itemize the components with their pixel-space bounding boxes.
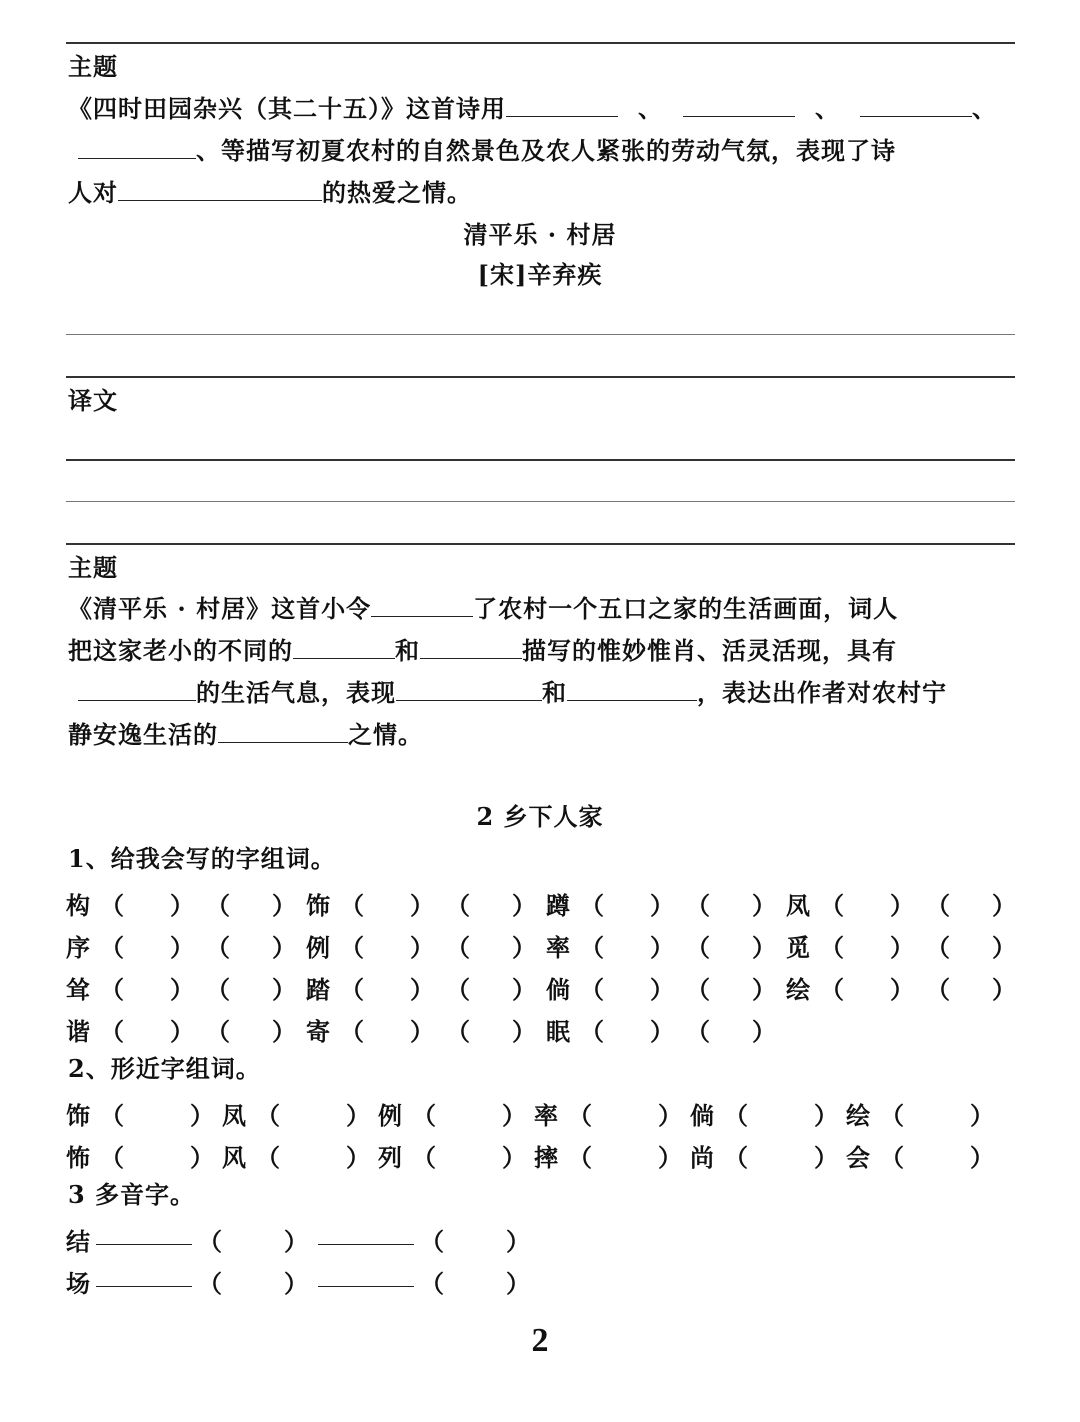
answer-slot[interactable]: ） — [410, 891, 434, 920]
open-paren: （ — [256, 1101, 280, 1130]
open-paren: （ — [412, 1101, 436, 1130]
open-paren: （ — [340, 975, 364, 1004]
open-paren: （ — [580, 933, 604, 962]
q2-char: 列 — [378, 1143, 402, 1172]
answer-slot[interactable]: ） — [512, 891, 536, 920]
open-paren: （ — [686, 891, 710, 920]
open-paren: （ — [686, 1017, 710, 1046]
answer-slot[interactable]: ） — [890, 975, 914, 1004]
open-paren: （ — [100, 1017, 124, 1046]
q1-row — [66, 886, 1016, 920]
answer-slot[interactable]: ） — [410, 975, 434, 1004]
answer-slot[interactable]: ） — [970, 1101, 994, 1130]
open-paren: （ — [686, 975, 710, 1004]
answer-slot[interactable]: ） — [650, 933, 674, 962]
answer-slot[interactable]: ） — [512, 975, 536, 1004]
q1-char: 凤 — [786, 891, 810, 920]
section2-line2 — [68, 636, 897, 666]
section2-line2-a: 把这家老小的不同的 — [68, 636, 293, 665]
section1-line1-text: 《四时田园杂兴（其二十五）》这首诗用 — [68, 94, 506, 123]
open-paren: （ — [446, 975, 470, 1004]
answer-slot[interactable]: ） — [272, 1017, 296, 1046]
open-paren: （ — [340, 891, 364, 920]
answer-slot[interactable]: ） — [992, 975, 1016, 1004]
pinyin-blank[interactable] — [318, 1222, 414, 1245]
top-rule — [66, 42, 1015, 44]
answer-blank[interactable] — [860, 94, 972, 117]
q2-char: 尚 — [690, 1143, 714, 1172]
writing-line[interactable] — [66, 334, 1015, 335]
writing-line[interactable] — [66, 501, 1015, 502]
writing-line[interactable] — [66, 543, 1015, 545]
lesson-title: 2 乡下人家 — [476, 802, 604, 831]
q3-char: 结 — [66, 1227, 90, 1256]
q1-char: 觅 — [786, 933, 810, 962]
q2-char: 风 — [222, 1143, 246, 1172]
q1-char: 饰 — [306, 891, 330, 920]
answer-slot[interactable]: ） — [346, 1143, 370, 1172]
question-2: 2、形近字组词。 — [68, 1054, 261, 1083]
answer-blank[interactable] — [218, 720, 348, 743]
open-paren: （ — [880, 1143, 904, 1172]
answer-slot[interactable]: ） — [170, 891, 194, 920]
section2-line1-b: 了农村一个五口之家的生活画面，词人 — [473, 594, 899, 623]
section1-line2-text: 、等描写初夏农村的自然景色及农人紧张的劳动气氛，表现了诗 — [196, 136, 896, 165]
poem-title: 清平乐 · 村居 — [463, 220, 617, 249]
open-paren: （ — [100, 1143, 124, 1172]
q1-row — [66, 1012, 1016, 1046]
open-paren: （ — [206, 1017, 230, 1046]
answer-slot[interactable]: ） — [890, 891, 914, 920]
writing-line[interactable] — [66, 459, 1015, 461]
q1-char: 率 — [546, 933, 570, 962]
q1-char: 谐 — [66, 1017, 90, 1046]
q1-char: 构 — [66, 891, 90, 920]
section2-heading: 主题 — [68, 553, 118, 582]
answer-blank[interactable] — [683, 94, 795, 117]
open-paren: （ — [198, 1269, 222, 1298]
q1-char: 绘 — [786, 975, 810, 1004]
open-paren: （ — [340, 933, 364, 962]
answer-blank[interactable] — [420, 636, 522, 659]
section1-line1 — [68, 94, 997, 124]
answer-slot[interactable]: ） — [650, 1017, 674, 1046]
open-paren: （ — [206, 975, 230, 1004]
open-paren: （ — [198, 1227, 222, 1256]
answer-slot[interactable]: ） — [190, 1143, 214, 1172]
section2-line1 — [68, 594, 898, 624]
open-paren: （ — [580, 975, 604, 1004]
open-paren: （ — [100, 933, 124, 962]
page-number: 2 — [531, 1322, 549, 1359]
q2-char: 怖 — [66, 1143, 90, 1172]
answer-slot[interactable]: ） — [410, 933, 434, 962]
q2-char: 摔 — [534, 1143, 558, 1172]
answer-slot[interactable]: ） — [992, 891, 1016, 920]
section2-line2-b: 和 — [395, 636, 420, 665]
section2-line3-a: 的生活气息，表现 — [196, 678, 396, 707]
open-paren: （ — [340, 1017, 364, 1046]
separator: 、 — [972, 94, 997, 123]
q3-char: 场 — [66, 1269, 90, 1298]
answer-blank[interactable] — [78, 136, 196, 159]
open-paren: （ — [880, 1101, 904, 1130]
translation-heading: 译文 — [68, 386, 118, 415]
q1-char: 眠 — [546, 1017, 570, 1046]
q2-char: 饰 — [66, 1101, 90, 1130]
section2-line4-a: 静安逸生活的 — [68, 720, 218, 749]
q2-char: 例 — [378, 1101, 402, 1130]
answer-blank[interactable] — [78, 678, 196, 701]
answer-blank[interactable] — [506, 94, 618, 117]
section2-line1-a: 《清平乐 · 村居》这首小令 — [68, 594, 372, 623]
open-paren: （ — [446, 933, 470, 962]
q1-char: 倘 — [546, 975, 570, 1004]
answer-slot[interactable]: ） — [992, 933, 1016, 962]
answer-blank[interactable] — [567, 678, 697, 701]
answer-slot[interactable]: ） — [890, 933, 914, 962]
open-paren: （ — [820, 975, 844, 1004]
pinyin-blank[interactable] — [96, 1264, 192, 1287]
open-paren: （ — [206, 933, 230, 962]
writing-line[interactable] — [66, 376, 1015, 378]
poem-author: [宋]辛弃疾 — [477, 260, 603, 289]
section2-line4-b: 之情。 — [348, 720, 423, 749]
open-paren: （ — [580, 1017, 604, 1046]
open-paren: （ — [446, 1017, 470, 1046]
answer-slot[interactable]: ） — [506, 1269, 530, 1298]
q1-char: 蹲 — [546, 891, 570, 920]
section1-line3-prefix: 人对 — [68, 178, 118, 207]
answer-slot[interactable]: ） — [814, 1101, 838, 1130]
q2-char: 绘 — [846, 1101, 870, 1130]
answer-slot[interactable]: ） — [502, 1101, 526, 1130]
q2-char: 倘 — [690, 1101, 714, 1130]
section1-line3-suffix: 的热爱之情。 — [322, 178, 472, 207]
open-paren: （ — [100, 1101, 124, 1130]
answer-slot[interactable]: ） — [752, 891, 776, 920]
answer-slot[interactable]: ） — [346, 1101, 370, 1130]
q1-char: 序 — [66, 933, 90, 962]
q2-char: 率 — [534, 1101, 558, 1130]
section2-line3-c: ，表达出作者对农村宁 — [697, 678, 947, 707]
open-paren: （ — [686, 933, 710, 962]
q1-row — [66, 970, 1016, 1004]
open-paren: （ — [926, 975, 950, 1004]
answer-slot[interactable]: ） — [410, 1017, 434, 1046]
answer-slot[interactable]: ） — [650, 891, 674, 920]
answer-slot[interactable]: ） — [284, 1269, 308, 1298]
section2-line3-b: 和 — [542, 678, 567, 707]
answer-blank[interactable] — [371, 594, 473, 617]
answer-slot[interactable]: ） — [512, 933, 536, 962]
answer-slot[interactable]: ） — [284, 1227, 308, 1256]
open-paren: （ — [568, 1143, 592, 1172]
answer-slot[interactable]: ） — [752, 1017, 776, 1046]
section2-line4 — [68, 720, 423, 750]
q1-char: 耸 — [66, 975, 90, 1004]
open-paren: （ — [412, 1143, 436, 1172]
pinyin-blank[interactable] — [96, 1222, 192, 1245]
answer-slot[interactable]: ） — [506, 1227, 530, 1256]
section2-line2-c: 描写的惟妙惟肖、活灵活现，具有 — [522, 636, 897, 665]
q2-row — [66, 1138, 1016, 1172]
answer-slot[interactable]: ） — [752, 975, 776, 1004]
open-paren: （ — [256, 1143, 280, 1172]
answer-blank[interactable] — [118, 178, 322, 201]
answer-slot[interactable]: ） — [650, 975, 674, 1004]
open-paren: （ — [724, 1143, 748, 1172]
open-paren: （ — [580, 891, 604, 920]
question-3: 3 多音字。 — [68, 1180, 196, 1209]
answer-slot[interactable]: ） — [272, 975, 296, 1004]
answer-slot[interactable]: ） — [190, 1101, 214, 1130]
pinyin-blank[interactable] — [318, 1264, 414, 1287]
separator: 、 — [638, 94, 663, 123]
answer-blank[interactable] — [293, 636, 395, 659]
answer-slot[interactable]: ） — [170, 975, 194, 1004]
open-paren: （ — [100, 891, 124, 920]
open-paren: （ — [420, 1227, 444, 1256]
answer-slot[interactable]: ） — [752, 933, 776, 962]
open-paren: （ — [446, 891, 470, 920]
section1-line2 — [78, 136, 896, 166]
open-paren: （ — [724, 1101, 748, 1130]
section1-line3 — [68, 178, 472, 208]
open-paren: （ — [820, 933, 844, 962]
answer-slot[interactable]: ） — [970, 1143, 994, 1172]
open-paren: （ — [926, 933, 950, 962]
section2-line3 — [78, 678, 947, 708]
answer-slot[interactable]: ） — [658, 1101, 682, 1130]
q3-row — [66, 1264, 546, 1298]
q2-char: 凤 — [222, 1101, 246, 1130]
q2-char: 会 — [846, 1143, 870, 1172]
answer-slot[interactable]: ） — [512, 1017, 536, 1046]
answer-blank[interactable] — [396, 678, 542, 701]
open-paren: （ — [420, 1269, 444, 1298]
q2-row — [66, 1096, 1016, 1130]
q1-char: 寄 — [306, 1017, 330, 1046]
q1-char: 例 — [306, 933, 330, 962]
open-paren: （ — [820, 891, 844, 920]
answer-slot[interactable]: ） — [658, 1143, 682, 1172]
q3-row — [66, 1222, 546, 1256]
answer-slot[interactable]: ） — [170, 1017, 194, 1046]
open-paren: （ — [926, 891, 950, 920]
open-paren: （ — [568, 1101, 592, 1130]
answer-slot[interactable]: ） — [502, 1143, 526, 1172]
q1-char: 踏 — [306, 975, 330, 1004]
answer-slot[interactable]: ） — [814, 1143, 838, 1172]
question-1: 1、给我会写的字组词。 — [68, 844, 336, 873]
answer-slot[interactable]: ） — [170, 933, 194, 962]
open-paren: （ — [100, 975, 124, 1004]
answer-slot[interactable]: ） — [272, 891, 296, 920]
answer-slot[interactable]: ） — [272, 933, 296, 962]
q1-row — [66, 928, 1016, 962]
separator: 、 — [815, 94, 840, 123]
open-paren: （ — [206, 891, 230, 920]
section1-heading: 主题 — [68, 52, 118, 81]
